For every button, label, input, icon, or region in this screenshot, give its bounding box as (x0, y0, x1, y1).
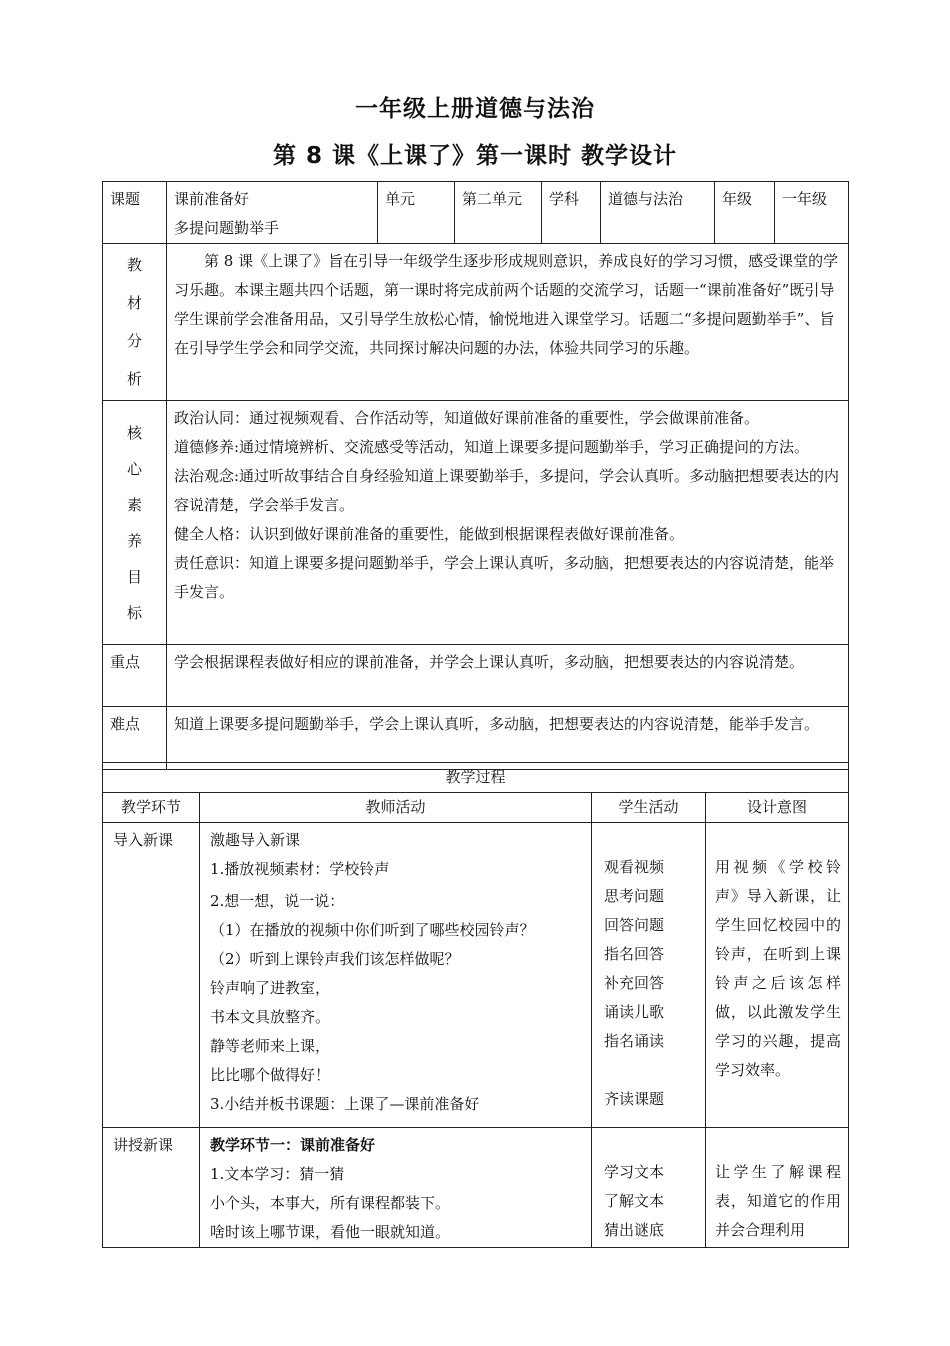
teacher-line: 3.小结并板书课题：上课了—课前准备好 (210, 1095, 480, 1113)
student-line: 回答问题 (604, 916, 665, 934)
header-stage: 教学环节 (103, 793, 200, 823)
subject-value: 道德与法治 (601, 182, 715, 244)
core-goal-item: 政治认同：通过视频观看、合作活动等，知道做好课前准备的重要性，学会做课前准备。 (174, 409, 760, 427)
analysis-text: 第 8 课《上课了》旨在引导一年级学生逐步形成规则意识，养成良好的学习习惯，感受课堂的学习乐趣。本课主题共四个话题，第一课时将完成前两个话题的交流学习，话题一“课前准备好”既引导学生课前学会准备用品，又引导学生放松心情，愉悦地进入课堂学习。话题二“多提问题勤举手”、旨在引导学生学会和同学交流，共同探讨解决问题的办法，体验共同学习的乐趣。 (167, 244, 849, 401)
core-goals (167, 401, 849, 645)
header-teacher: 教师活动 (200, 793, 592, 823)
core-goal-item: 责任意识：知道上课要多提问题勤举手，学会上课认真听，多动脑，把想要表达的内容说清楚，能举手发言。 (174, 554, 835, 601)
teacher-line: 激趣导入新课 (210, 831, 301, 849)
unit-value: 第二单元 (455, 182, 542, 244)
teacher-line: 啥时该上哪节课，看他一眼就知道。 (210, 1223, 451, 1241)
analysis-label: 教 材 分 析 (103, 244, 167, 401)
teacher-line: 铃声响了进教室， (210, 979, 331, 997)
process-title: 教学过程 (103, 763, 849, 793)
grade-value: 一年级 (775, 182, 849, 244)
student-line: 齐读课题 (604, 1090, 665, 1108)
teacher-line: （1）在播放的视频中你们听到了哪些校园铃声？ (210, 921, 535, 939)
teacher-line: 比比哪个做得好！ (210, 1066, 331, 1084)
teaching-process-table (102, 762, 849, 1248)
student-line: 猜出谜底 (604, 1221, 665, 1239)
teach-section-heading: 教学环节一：课前准备好 (210, 1136, 376, 1154)
key-point-text: 学会根据课程表做好相应的课前准备，并学会上课认真听，多动脑，把想要表达的内容说清楚。 (167, 645, 849, 707)
subject-label: 学科 (542, 182, 601, 244)
teacher-line: 1.播放视频素材：学校铃声 (210, 860, 390, 878)
core-label: 核 心 素 养 目 标 (103, 401, 167, 645)
intro-teacher-activity (200, 823, 592, 1128)
student-line: 思考问题 (604, 887, 665, 905)
student-line: 指名诵读 (604, 1032, 665, 1050)
teach-teacher-activity (200, 1128, 592, 1248)
header-intent: 设计意图 (706, 793, 849, 823)
lesson-info-table (102, 181, 849, 770)
intro-design-intent: 用视频《学校铃声》导入新课，让学生回忆校园中的铃声，在听到上课铃声之后该怎样做，以此激发学生学习的兴趣，提高学习效率。 (706, 823, 849, 1128)
document-title: 一年级上册道德与法治 (355, 96, 595, 122)
teacher-line: 1.文本学习：猜一猜 (210, 1165, 345, 1183)
teach-student-activity (592, 1128, 706, 1248)
grade-label: 年级 (715, 182, 775, 244)
student-line: 观看视频 (604, 858, 665, 876)
student-line: 指名回答 (604, 945, 665, 963)
intro-student-activity (592, 823, 706, 1128)
teacher-line: 2.想一想，说一说： (210, 892, 345, 910)
student-line: 诵读儿歌 (604, 1003, 665, 1021)
student-line: 了解文本 (604, 1192, 665, 1210)
header-student: 学生活动 (592, 793, 706, 823)
key-point-label: 重点 (103, 645, 167, 707)
difficulty-label: 难点 (103, 707, 167, 770)
intro-stage: 导入新课 (103, 823, 200, 1128)
topic-line-1: 课前准备好 (174, 190, 250, 208)
teacher-line: 小个头，本事大，所有课程都装下。 (210, 1194, 451, 1212)
student-line: 补充回答 (604, 974, 665, 992)
teacher-line: 书本文具放整齐。 (210, 1008, 331, 1026)
student-line: 学习文本 (604, 1163, 665, 1181)
core-goal-item: 道德修养:通过情境辨析、交流感受等活动，知道上课要多提问题勤举手，学习正确提问的方法。 (174, 438, 810, 456)
unit-label: 单元 (378, 182, 455, 244)
teacher-line: 静等老师来上课， (210, 1037, 331, 1055)
teach-stage: 讲授新课 (103, 1128, 200, 1248)
topic-line-2: 多提问题勤举手 (174, 219, 280, 237)
core-goal-item: 健全人格：认识到做好课前准备的重要性，能做到根据课程表做好课前准备。 (174, 525, 685, 543)
lesson-title: 第 8 课《上课了》第一课时 教学设计 (272, 143, 678, 169)
teach-design-intent: 让学生了解课程表，知道它的作用并会合理利用 (706, 1128, 849, 1248)
core-goal-item: 法治观念:通过听故事结合自身经验知道上课要勤举手，多提问，学会认真听。多动脑把想要表达的内容说清楚，学会举手发言。 (174, 467, 840, 514)
topic-label: 课题 (103, 182, 167, 244)
topic-value (167, 182, 378, 244)
teacher-line: （2）听到上课铃声我们该怎样做呢？ (210, 950, 460, 968)
difficulty-text: 知道上课要多提问题勤举手，学会上课认真听，多动脑，把想要表达的内容说清楚，能举手发言。 (167, 707, 849, 770)
